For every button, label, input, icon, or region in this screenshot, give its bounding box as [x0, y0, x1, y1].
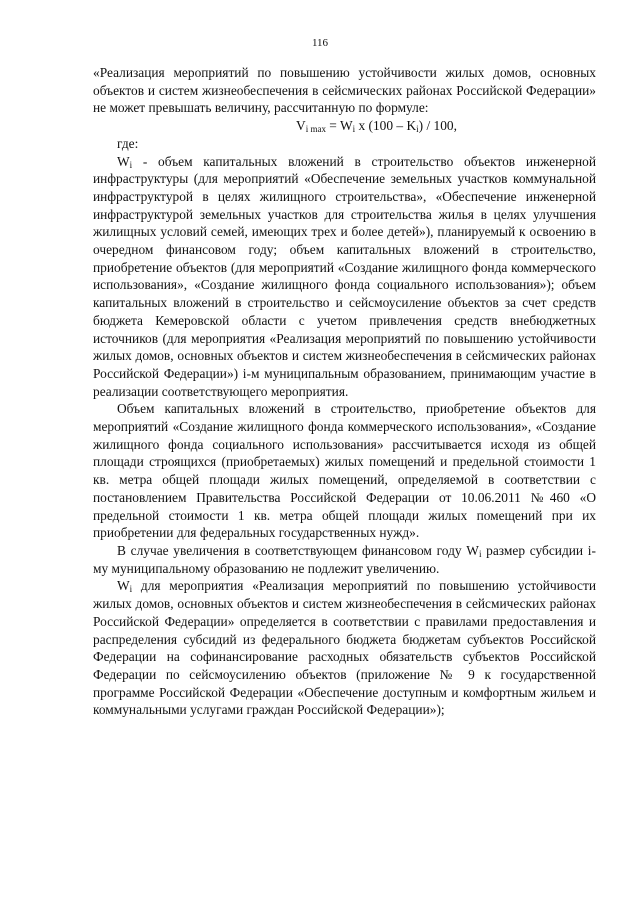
- increase-post: размер субсидии i-му муниципальному образованию не подлежит увеличению.: [93, 542, 596, 576]
- wi-definition-paragraph: [93, 153, 596, 401]
- formula-eq: = W: [325, 118, 353, 134]
- document-body: [93, 64, 596, 719]
- formula: [93, 117, 596, 135]
- intro-paragraph: «Реализация мероприятий по повышению устойчивости жилых домов, основных объектов и систем жизнеобеспечения в сейсмических районах Российской Федерации» не может превышать величину, рассчитанную по формуле:: [93, 65, 596, 116]
- wi-subscript: i: [129, 159, 133, 170]
- wi2-subscript: i: [129, 584, 133, 595]
- formula-mid: x (100 – K: [355, 118, 417, 134]
- where-label: где:: [117, 135, 139, 151]
- wi2-text: для мероприятия «Реализация мероприятий по повышению устойчивости жилых домов, основных объектов и систем жизнеобеспечения в сейсмических районах Российской Федерации» определяется в соответствии с правилами предоставления и распределения субсидий из федерального бюджета бюджетам субъектов Российской Федерации на софинансирование расходных обязательств субъектов Российской Федерации по сейсмоусилению объектов (приложение № 9 к государственной программе Российской Федерации «Обеспечение доступным и комфортным жильем и коммунальными услугами граждан Российской Федерации»);: [93, 578, 596, 718]
- volume-paragraph: Объем капитальных вложений в строительство, приобретение объектов для мероприятий «Создание жилищного фонда коммерческого использования», «Создание жилищного фонда социального использования» рассчитывается исходя из общей площади строящихся (приобретаемых) жилых помещений и предельной стоимости 1 кв. метра общей площади жилых помещений, определяемой в соответствии с постановлением Правительства Российской Федерации от 10.06.2011 №460 «О предельной стоимости 1 кв. метра общей площади жилых помещений при их приобретении для федеральных государственных нужд».: [93, 401, 596, 541]
- wi2-paragraph: [93, 577, 596, 719]
- increase-pre: В случае увеличения в соответствующем финансовом году W: [117, 542, 479, 558]
- formula-v: V: [296, 118, 306, 134]
- wi2-letter: W: [117, 578, 130, 594]
- formula-w-subscript: i: [352, 124, 356, 135]
- increase-subscript: i: [478, 548, 482, 559]
- wi-definition: - объем капитальных вложений в строительство объектов инженерной инфраструктуры (для мероприятий «Обеспечение земельных участков коммунальной инфраструктурой в целях жилищного строительства», «Обеспечение инженерной инфраструктурой земельных участков для строительства жилья в целях улучшения жилищных условий семей, имеющих трех и более детей»), планируемый к освоению в очередном финансовом году; объем капитальных вложений в строительство, приобретение объектов (для мероприятий «Создание жилищного фонда коммерческого использования», «Создание жилищного фонда социального использования»); объем капитальных вложений в строительство и сейсмоусиление объектов за счет средств бюджета Кемеровской области с учетом привлечения средств внебюджетных источников (для мероприятия «Реализация мероприятий по повышению устойчивости жилых домов, основных объектов и систем жизнеобеспечения в сейсмических районах Российской Федерации») i-м муниципальным образованием, принимающим участие в реализации соответствующего мероприятия.: [93, 153, 596, 399]
- wi-letter: W: [117, 153, 130, 169]
- increase-paragraph: [93, 542, 596, 577]
- formula-tail: ) / 100,: [418, 118, 457, 134]
- formula-k-subscript: i: [416, 124, 419, 135]
- formula-v-subscript: i max: [305, 124, 326, 135]
- page-number: 116: [311, 37, 329, 49]
